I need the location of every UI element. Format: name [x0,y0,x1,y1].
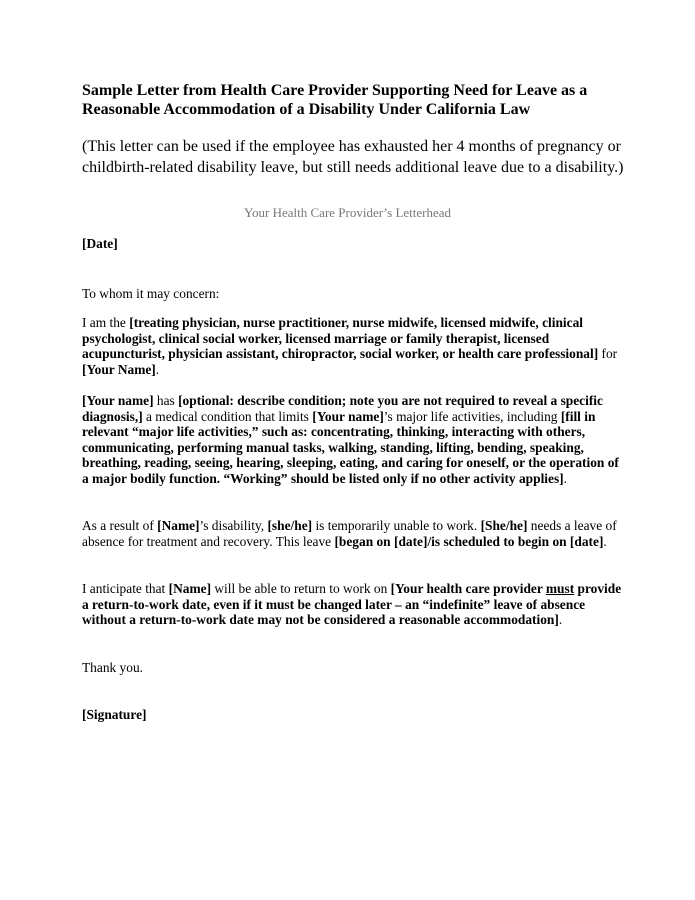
date-placeholder: [Date] [82,236,118,251]
must-emphasis: must [545,581,575,596]
paragraph-text: As a result of [82,518,158,533]
signature-placeholder: [Signature] [82,707,147,722]
salutation: To whom it may concern: [82,286,220,301]
paragraph-text: . [155,361,160,377]
paragraph-condition [82,393,622,487]
provider-type-placeholder: [treating physician, nurse practitioner, nurse midwife, licensed midwife, clinical psychologist, clinical social worker, licensed marriage or family therapist, licensed acupuncturist, physician assistant, chiropractor, social worker, or health care professional] [82,315,599,362]
paragraph-text: is temporarily unable to work. [312,518,481,533]
patient-name-placeholder: [Your Name] [82,361,156,377]
leave-date-placeholder: [began on [date]/is scheduled to begin on [date] [334,533,604,549]
paragraph-text: needs a leave of absence for treatment and recovery. This leave [82,518,617,549]
paragraph-text: a medical condition that limits [142,408,313,424]
paragraph-return-date [82,581,622,628]
condition-placeholder: [optional: describe condition; note you are not required to reveal a specific diagnosis,] [82,393,603,424]
paragraph-text: . [558,612,563,628]
usage-note [82,136,662,178]
paragraph-text: . [603,533,607,549]
return-date-placeholder-rest: provide a return-to-work date, even if it must be changed later – an “indefinite” leave of absence without a return-to-work date may not be considered a reasonable accommodation] [82,581,622,628]
pronoun-placeholder: [She/he] [480,518,528,533]
paragraph-text: . [563,470,567,486]
usage-note-line-2: childbirth-related disability leave, but still needs additional leave due to a disability.) [82,159,624,176]
return-date-placeholder: [Your health care provider [390,581,546,596]
name-placeholder: [Name] [157,518,200,533]
paragraph-text: has [153,393,179,408]
letterhead-placeholder: Your Health Care Provider’s Letterhead [243,205,452,220]
paragraph-text: for [598,346,618,362]
document-title-line-1: Sample Letter from Health Care Provider Supporting Need for Leave as a [82,82,588,99]
paragraph-text: I anticipate that [82,581,169,596]
closing: Thank you. [82,660,143,675]
name-placeholder: [Name] [168,581,212,596]
patient-name-placeholder: [Your name] [312,408,384,424]
usage-note-line-1: (This letter can be used if the employee has exhausted her 4 months of pregnancy or [82,138,621,155]
paragraph-text: will be able to return to work on [211,581,391,596]
patient-name-placeholder: [Your name] [82,393,154,408]
document-title [82,81,642,119]
paragraph-text: ’s disability, [199,518,268,533]
paragraph-provider-identity [82,315,622,377]
paragraph-text: I am the [82,315,130,330]
paragraph-text: ’s major life activities, including [383,408,561,424]
paragraph-leave [82,518,622,549]
pronoun-placeholder: [she/he] [267,518,313,533]
life-activities-placeholder: [fill in relevant “major life activities,” such as: concentrating, thinking, interacting with others, communicating, performing manual tasks, walking, standing, lifting, bending, speaking, breathing, reading, seeing, hearing, sleeping, eating, and caring for oneself, or the operation of a major bodily function. “Working” should be listed only if no other activity applies] [82,408,619,486]
document-title-line-2: Reasonable Accommodation of a Disability Under California Law [82,101,531,118]
